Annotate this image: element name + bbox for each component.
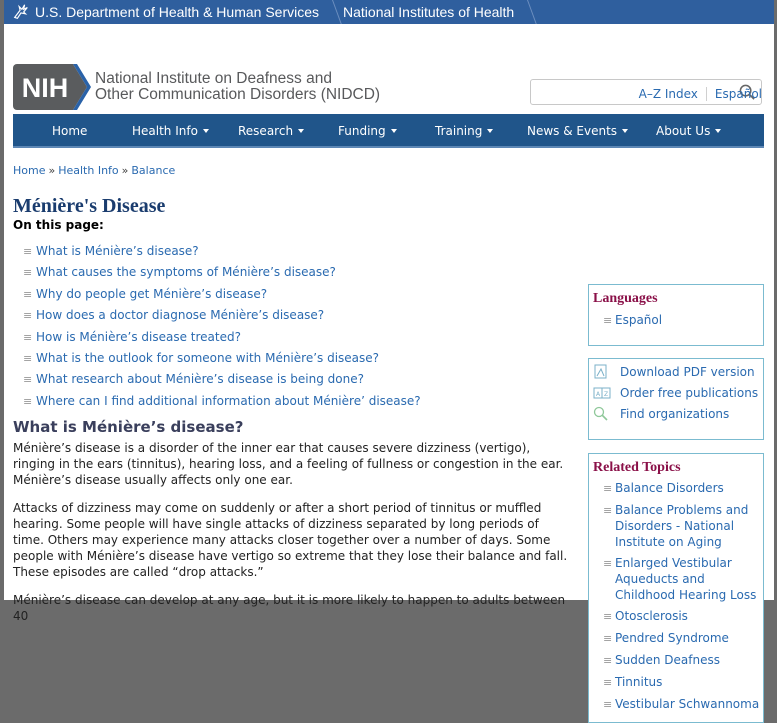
toc-item[interactable] — [23, 330, 568, 351]
nih-logo-icon — [13, 64, 89, 110]
related-topic-link[interactable]: Otosclerosis — [615, 609, 688, 623]
caret-down-icon — [298, 129, 304, 133]
language-link[interactable]: Español — [615, 313, 663, 327]
related-topics-box — [588, 453, 764, 723]
toc-item[interactable] — [23, 287, 568, 308]
list-bullet-icon: ≡ — [23, 351, 33, 365]
toc-link[interactable]: Where can I find additional information about Ménière’ disease? — [36, 393, 421, 408]
svg-text:NIH: NIH — [21, 73, 69, 103]
tool-item[interactable] — [593, 385, 763, 401]
utility-links — [639, 87, 762, 101]
related-topic-link[interactable]: Enlarged Vestibular Aqueducts and Childhood Hearing Loss — [615, 556, 757, 602]
table-of-contents — [23, 244, 568, 415]
nav-label: About Us — [656, 124, 711, 138]
tools-box — [588, 358, 764, 440]
toc-link[interactable]: How does a doctor diagnose Ménière’s disease? — [36, 308, 325, 323]
caret-down-icon — [203, 129, 209, 133]
paragraph: Attacks of dizziness may come on suddenly or after a short period of tinnitus or muffled hearing. Some people will have single attacks of dizziness separated by long periods of time. Others may experience many attacks closer together over a number of days. Some people with Ménière’s disease have vertigo so extreme that they lose their balance and fall. These episodes are called “drop attacks.” — [13, 501, 568, 580]
nav-about-us[interactable] — [656, 124, 721, 138]
publications-icon — [593, 385, 620, 401]
az-index-link[interactable]: A–Z Index — [638, 87, 698, 101]
page-title: Ménière's Disease — [13, 195, 166, 217]
related-topic-item[interactable] — [603, 502, 763, 550]
caret-down-icon — [487, 129, 493, 133]
related-topic-link[interactable]: Tinnitus — [615, 675, 663, 689]
nav-research[interactable] — [238, 124, 304, 138]
language-item[interactable] — [603, 312, 763, 329]
list-bullet-icon: ≡ — [23, 309, 33, 323]
paragraph: Ménière’s disease is a disorder of the inner ear that causes severe dizziness (vertigo), ringing in the ears (tinnitus), hearing loss, and a feeling of fullness or congestion in the ear. Ménière’s disease usually affects only one ear. — [13, 441, 564, 488]
list-bullet-icon: ≡ — [603, 654, 613, 667]
toc-link[interactable]: Why do people get Ménière’s disease? — [36, 286, 268, 301]
tool-item[interactable] — [593, 406, 763, 422]
related-topic-link[interactable]: Balance Problems and Disorders - National Institute on Aging — [615, 503, 749, 549]
nav-health-info[interactable] — [132, 124, 209, 138]
magnifier-icon — [593, 406, 620, 422]
related-topic-item[interactable] — [603, 608, 763, 625]
toc-item[interactable] — [23, 394, 568, 415]
breadcrumb-balance[interactable]: Balance — [131, 164, 176, 177]
nih-link[interactable] — [333, 0, 528, 24]
breadcrumb-separator: » — [48, 164, 56, 177]
hhs-label: U.S. Department of Health & Human Services — [35, 4, 320, 20]
related-topic-item[interactable] — [603, 674, 763, 691]
toc-item[interactable] — [23, 244, 568, 265]
breadcrumb-separator: » — [121, 164, 129, 177]
related-topic-link[interactable]: Pendred Syndrome — [615, 631, 729, 645]
related-topic-item[interactable] — [603, 696, 763, 713]
toc-link[interactable]: What is Ménière’s disease? — [36, 244, 199, 258]
breadcrumb-home[interactable]: Home — [13, 164, 46, 177]
list-bullet-icon: ≡ — [23, 266, 33, 280]
related-topic-item[interactable] — [603, 555, 763, 603]
nav-news-events[interactable] — [527, 124, 628, 138]
espanol-link[interactable]: Español — [714, 87, 762, 101]
nav-label: Funding — [338, 124, 386, 138]
list-bullet-icon: ≡ — [23, 287, 33, 301]
toc-item[interactable] — [23, 372, 568, 393]
caret-down-icon — [391, 129, 397, 133]
related-topic-link[interactable]: Vestibular Schwannoma — [615, 697, 760, 711]
tool-link[interactable]: Find organizations — [620, 407, 730, 421]
nidcd-logo[interactable] — [13, 64, 380, 110]
list-bullet-icon: ≡ — [603, 676, 613, 689]
toc-item[interactable] — [23, 351, 568, 372]
svg-text:Z: Z — [604, 391, 609, 398]
related-topic-item[interactable] — [603, 480, 763, 497]
nav-label: News & Events — [527, 124, 618, 138]
related-topic-link[interactable]: Sudden Deafness — [615, 653, 720, 667]
languages-heading: Languages — [593, 291, 658, 306]
main-nav — [13, 114, 764, 148]
on-this-page-label: On this page: — [13, 218, 104, 232]
list-bullet-icon: ≡ — [23, 330, 33, 344]
pdf-icon — [593, 364, 620, 380]
nav-label: Training — [435, 124, 483, 138]
languages-box — [588, 284, 764, 346]
caret-down-icon — [715, 129, 721, 133]
related-topic-link[interactable]: Balance Disorders — [615, 481, 724, 495]
list-bullet-icon: ≡ — [603, 482, 613, 495]
hhs-eagle-icon — [12, 3, 30, 21]
toc-link[interactable]: What causes the symptoms of Ménière’s disease? — [36, 265, 336, 280]
nav-training[interactable] — [435, 124, 493, 138]
breadcrumb — [13, 164, 175, 177]
caret-down-icon — [622, 129, 628, 133]
hhs-top-bar — [4, 0, 774, 24]
list-bullet-icon: ≡ — [603, 632, 613, 645]
list-bullet-icon: ≡ — [603, 557, 613, 570]
institute-name — [95, 71, 380, 103]
page — [4, 0, 774, 711]
nih-label: National Institutes of Health — [343, 4, 515, 20]
nav-home[interactable] — [52, 124, 87, 138]
institute-name-line1: National Institute on Deafness and — [95, 70, 332, 87]
nav-funding[interactable] — [338, 124, 397, 138]
tool-link[interactable]: Download PDF version — [620, 365, 755, 379]
tool-link[interactable]: Order free publications — [620, 386, 759, 400]
svg-text:A: A — [596, 391, 601, 398]
main-content — [13, 195, 568, 636]
toc-link[interactable]: What is the outlook for someone with Ménière’s disease? — [36, 350, 380, 365]
list-bullet-icon: ≡ — [23, 245, 33, 258]
breadcrumb-health-info[interactable]: Health Info — [58, 164, 119, 177]
list-bullet-icon: ≡ — [603, 610, 613, 623]
list-bullet-icon: ≡ — [23, 373, 33, 387]
paragraph: Ménière’s disease can develop at any age, but it is more likely to happen to adults between 40 — [13, 593, 566, 624]
toc-link[interactable]: How is Ménière’s disease treated? — [36, 329, 241, 344]
nav-label: Research — [238, 124, 294, 138]
related-topic-item[interactable] — [603, 630, 763, 647]
toc-item[interactable] — [23, 308, 568, 329]
related-topic-item[interactable] — [603, 652, 763, 669]
nav-label: Health Info — [132, 124, 198, 138]
nav-label: Home — [52, 124, 88, 138]
section-heading: What is Ménière’s disease? — [13, 418, 244, 437]
list-bullet-icon: ≡ — [603, 314, 613, 327]
hhs-link[interactable] — [4, 0, 333, 24]
toc-link[interactable]: What research about Ménière’s disease is being done? — [36, 372, 364, 387]
institute-name-line2: Other Communication Disorders (NIDCD) — [95, 86, 381, 103]
divider — [706, 87, 707, 101]
tool-item[interactable] — [593, 364, 763, 380]
list-bullet-icon: ≡ — [23, 394, 33, 408]
toc-item[interactable] — [23, 265, 568, 286]
list-bullet-icon: ≡ — [603, 698, 613, 711]
list-bullet-icon: ≡ — [603, 504, 613, 517]
related-topics-heading: Related Topics — [593, 460, 681, 475]
